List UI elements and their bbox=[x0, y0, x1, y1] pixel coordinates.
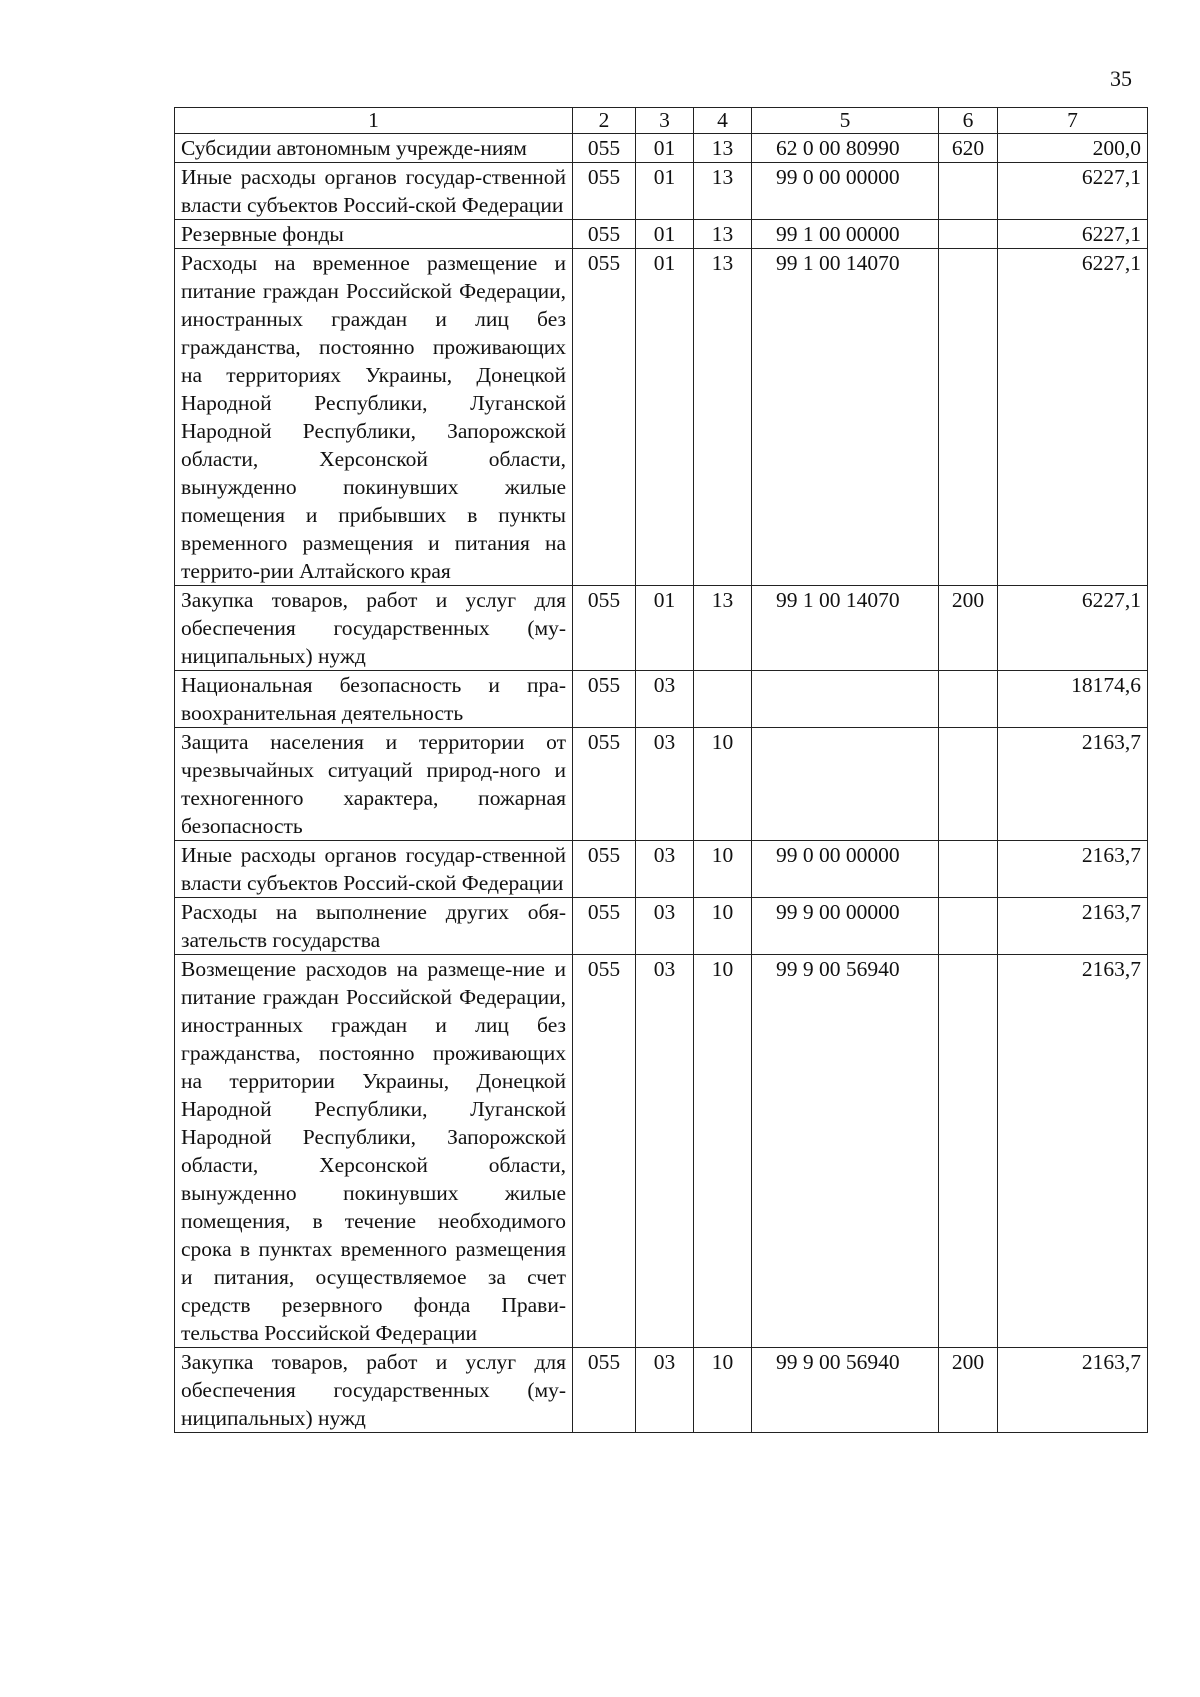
header-cell: 6 bbox=[939, 108, 998, 134]
row-subsection-code: 10 bbox=[694, 955, 752, 1348]
row-name: Закупка товаров, работ и услуг для обеспечения государственных (му-ниципальных) нужд bbox=[175, 586, 573, 671]
row-name: Расходы на временное размещение и питание граждан Российской Федерации, иностранных граждан и лиц без гражданства, постоянно проживающих на территориях Украины, Донецкой Народной Республики, Луганской Народной Республики, Запорожской области, Херсонской области, вынужденно покинувших жилые помещения и прибывших в пункты временного размещения и питания на террито-рии Алтайского края bbox=[175, 249, 573, 586]
row-target-code: 99 0 00 00000 bbox=[752, 841, 939, 898]
row-name: Резервные фонды bbox=[175, 220, 573, 249]
table-row bbox=[175, 220, 1148, 249]
row-ministry-code: 055 bbox=[573, 955, 636, 1348]
table-row bbox=[175, 163, 1148, 220]
row-expense-type bbox=[939, 955, 998, 1348]
row-expense-type bbox=[939, 898, 998, 955]
row-target-code: 99 9 00 00000 bbox=[752, 898, 939, 955]
row-subsection-code: 13 bbox=[694, 134, 752, 163]
row-section-code: 03 bbox=[636, 841, 694, 898]
row-ministry-code: 055 bbox=[573, 898, 636, 955]
table-row bbox=[175, 955, 1148, 1348]
row-amount: 200,0 bbox=[998, 134, 1148, 163]
row-name: Национальная безопасность и пра-воохранительная деятельность bbox=[175, 671, 573, 728]
row-amount: 2163,7 bbox=[998, 898, 1148, 955]
row-subsection-code: 10 bbox=[694, 1348, 752, 1433]
row-section-code: 01 bbox=[636, 134, 694, 163]
table-row bbox=[175, 249, 1148, 586]
row-expense-type: 200 bbox=[939, 586, 998, 671]
row-ministry-code: 055 bbox=[573, 841, 636, 898]
row-subsection-code bbox=[694, 671, 752, 728]
row-amount: 6227,1 bbox=[998, 586, 1148, 671]
header-cell: 5 bbox=[752, 108, 939, 134]
row-expense-type bbox=[939, 249, 998, 586]
row-subsection-code: 13 bbox=[694, 220, 752, 249]
header-cell: 1 bbox=[175, 108, 573, 134]
header-cell: 3 bbox=[636, 108, 694, 134]
row-target-code bbox=[752, 671, 939, 728]
row-subsection-code: 10 bbox=[694, 898, 752, 955]
row-ministry-code: 055 bbox=[573, 671, 636, 728]
row-name: Возмещение расходов на размеще-ние и питание граждан Российской Федерации, иностранных граждан и лиц без гражданства, постоянно проживающих на территории Украины, Донецкой Народной Республики, Луганской Народной Республики, Запорожской области, Херсонской области, вынужденно покинувших жилые помещения, в течение необходимого срока в пунктах временного размещения и питания, осуществляемое за счет средств резервного фонда Прави-тельства Российской Федерации bbox=[175, 955, 573, 1348]
table-row bbox=[175, 586, 1148, 671]
row-name: Субсидии автономным учрежде-ниям bbox=[175, 134, 573, 163]
row-subsection-code: 10 bbox=[694, 841, 752, 898]
row-expense-type bbox=[939, 728, 998, 841]
row-target-code bbox=[752, 728, 939, 841]
row-ministry-code: 055 bbox=[573, 728, 636, 841]
header-cell: 7 bbox=[998, 108, 1148, 134]
row-amount: 2163,7 bbox=[998, 955, 1148, 1348]
row-name: Иные расходы органов государ-ственной власти субъектов Россий-ской Федерации bbox=[175, 163, 573, 220]
table-row bbox=[175, 841, 1148, 898]
row-section-code: 03 bbox=[636, 1348, 694, 1433]
row-section-code: 03 bbox=[636, 955, 694, 1348]
row-name: Закупка товаров, работ и услуг для обеспечения государственных (му-ниципальных) нужд bbox=[175, 1348, 573, 1433]
row-section-code: 01 bbox=[636, 220, 694, 249]
row-subsection-code: 10 bbox=[694, 728, 752, 841]
table-row bbox=[175, 728, 1148, 841]
row-ministry-code: 055 bbox=[573, 586, 636, 671]
row-amount: 18174,6 bbox=[998, 671, 1148, 728]
table-row bbox=[175, 1348, 1148, 1433]
row-expense-type bbox=[939, 671, 998, 728]
row-ministry-code: 055 bbox=[573, 134, 636, 163]
header-cell: 4 bbox=[694, 108, 752, 134]
row-section-code: 01 bbox=[636, 163, 694, 220]
row-subsection-code: 13 bbox=[694, 163, 752, 220]
header-cell: 2 bbox=[573, 108, 636, 134]
row-ministry-code: 055 bbox=[573, 249, 636, 586]
row-name: Расходы на выполнение других обя-зательств государства bbox=[175, 898, 573, 955]
row-ministry-code: 055 bbox=[573, 220, 636, 249]
row-section-code: 03 bbox=[636, 728, 694, 841]
row-target-code: 62 0 00 80990 bbox=[752, 134, 939, 163]
row-section-code: 03 bbox=[636, 898, 694, 955]
table-header-row bbox=[175, 108, 1148, 134]
row-amount: 2163,7 bbox=[998, 841, 1148, 898]
table-row bbox=[175, 134, 1148, 163]
row-name: Иные расходы органов государ-ственной власти субъектов Россий-ской Федерации bbox=[175, 841, 573, 898]
page-number: 35 bbox=[1110, 66, 1132, 91]
row-target-code: 99 0 00 00000 bbox=[752, 163, 939, 220]
row-section-code: 03 bbox=[636, 671, 694, 728]
row-target-code: 99 9 00 56940 bbox=[752, 1348, 939, 1433]
row-ministry-code: 055 bbox=[573, 163, 636, 220]
row-target-code: 99 1 00 00000 bbox=[752, 220, 939, 249]
row-expense-type bbox=[939, 220, 998, 249]
row-subsection-code: 13 bbox=[694, 249, 752, 586]
row-section-code: 01 bbox=[636, 249, 694, 586]
row-amount: 6227,1 bbox=[998, 220, 1148, 249]
row-amount: 6227,1 bbox=[998, 249, 1148, 586]
budget-table bbox=[174, 107, 1148, 1433]
row-ministry-code: 055 bbox=[573, 1348, 636, 1433]
row-target-code: 99 9 00 56940 bbox=[752, 955, 939, 1348]
row-expense-type bbox=[939, 163, 998, 220]
row-expense-type bbox=[939, 841, 998, 898]
row-target-code: 99 1 00 14070 bbox=[752, 249, 939, 586]
table-row bbox=[175, 898, 1148, 955]
row-name: Защита населения и территории от чрезвычайных ситуаций природ-ного и техногенного характера, пожарная безопасность bbox=[175, 728, 573, 841]
row-amount: 2163,7 bbox=[998, 728, 1148, 841]
row-subsection-code: 13 bbox=[694, 586, 752, 671]
row-expense-type: 200 bbox=[939, 1348, 998, 1433]
row-expense-type: 620 bbox=[939, 134, 998, 163]
row-amount: 2163,7 bbox=[998, 1348, 1148, 1433]
row-amount: 6227,1 bbox=[998, 163, 1148, 220]
row-section-code: 01 bbox=[636, 586, 694, 671]
table-row bbox=[175, 671, 1148, 728]
row-target-code: 99 1 00 14070 bbox=[752, 586, 939, 671]
